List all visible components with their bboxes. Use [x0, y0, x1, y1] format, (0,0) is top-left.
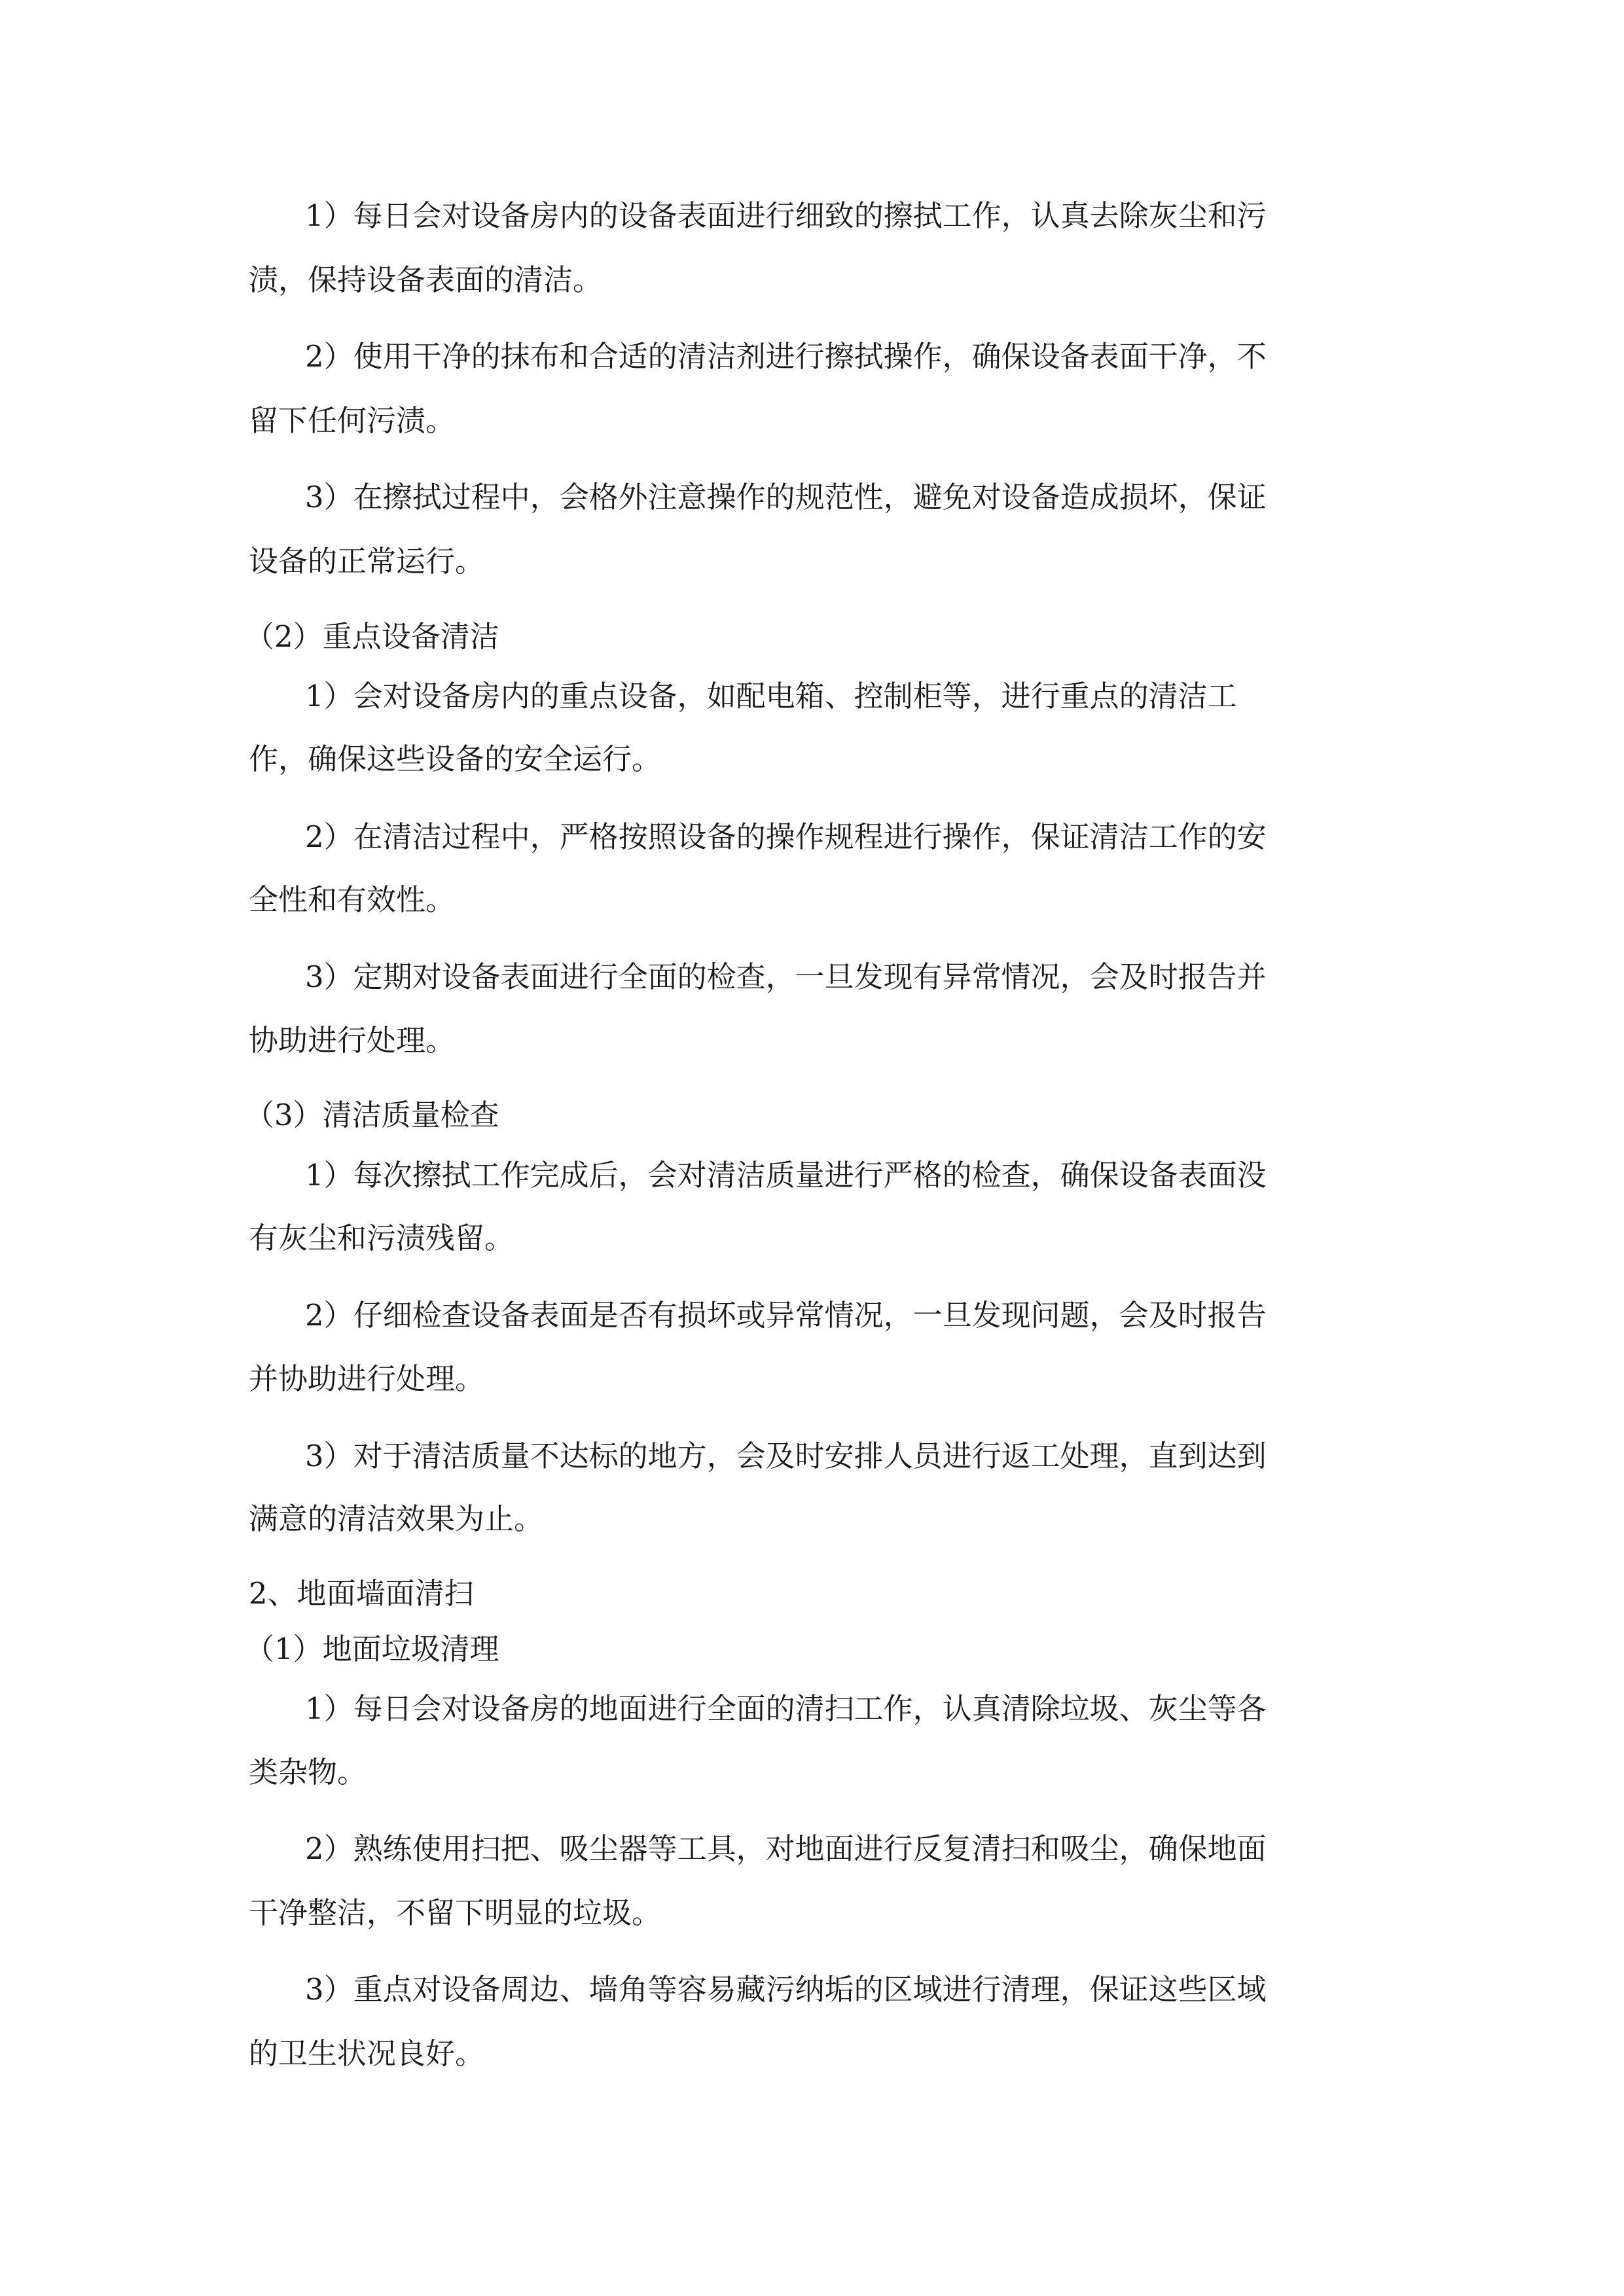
section-heading: （3）清洁质量检查	[245, 1098, 499, 1132]
section-heading: （2）重点设备清洁	[245, 619, 499, 654]
paragraph-line: 2）在清洁过程中，严格按照设备的操作规程进行操作，保证清洁工作的安	[305, 819, 1267, 854]
paragraph-line: 1）每次擦拭工作完成后，会对清洁质量进行严格的检查，确保设备表面没	[305, 1158, 1267, 1193]
paragraph-line: 2）使用干净的抹布和合适的清洁剂进行擦拭操作，确保设备表面干净，不	[305, 339, 1267, 374]
paragraph-line: 有灰尘和污渍残留。	[249, 1221, 514, 1255]
paragraph-line: 并协助进行处理。	[249, 1361, 485, 1396]
paragraph-line: 的卫生状况良好。	[249, 2036, 485, 2071]
paragraph-line: 3）重点对设备周边、墙角等容易藏污纳垢的区域进行清理，保证这些区域	[305, 1972, 1267, 2007]
paragraph-line: 2）熟练使用扫把、吸尘器等工具，对地面进行反复清扫和吸尘，确保地面	[305, 1831, 1267, 1866]
paragraph-line: 协助进行处理。	[249, 1023, 456, 1058]
section-heading: （1）地面垃圾清理	[245, 1632, 499, 1666]
paragraph-line: 渍，保持设备表面的清洁。	[249, 262, 603, 297]
paragraph-line: 作，确保这些设备的安全运行。	[249, 742, 662, 776]
chapter-heading: 2、地面墙面清扫	[249, 1576, 474, 1611]
paragraph-line: 1）每日会对设备房内的设备表面进行细致的擦拭工作，认真去除灰尘和污	[305, 198, 1267, 233]
paragraph-line: 3）对于清洁质量不达标的地方，会及时安排人员进行返工处理，直到达到	[305, 1439, 1267, 1473]
paragraph-line: 2）仔细检查设备表面是否有损坏或异常情况，一旦发现问题，会及时报告	[305, 1298, 1267, 1333]
paragraph-line: 3）定期对设备表面进行全面的检查，一旦发现有异常情况，会及时报告并	[305, 960, 1267, 994]
paragraph-line: 满意的清洁效果为止。	[249, 1501, 544, 1536]
paragraph-line: 全性和有效性。	[249, 882, 456, 917]
paragraph-line: 1）每日会对设备房的地面进行全面的清扫工作，认真清除垃圾、灰尘等各	[305, 1691, 1267, 1726]
paragraph-line: 类杂物。	[249, 1755, 367, 1789]
paragraph-line: 设备的正常运行。	[249, 544, 485, 579]
paragraph-line: 留下任何污渍。	[249, 403, 456, 438]
paragraph-line: 干净整洁，不留下明显的垃圾。	[249, 1895, 662, 1930]
paragraph-line: 1）会对设备房内的重点设备，如配电箱、控制柜等，进行重点的清洁工	[305, 679, 1237, 713]
paragraph-line: 3）在擦拭过程中，会格外注意操作的规范性，避免对设备造成损坏，保证	[305, 480, 1267, 514]
